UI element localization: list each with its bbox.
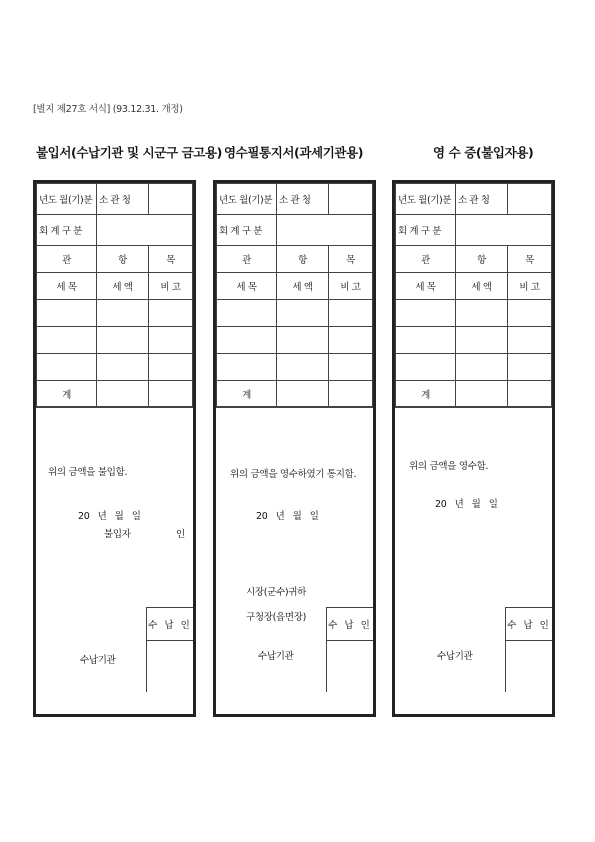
statement-text: 위의 금액을 불입함.	[48, 467, 128, 478]
receipt-table	[395, 183, 552, 407]
table-cell[interactable]	[97, 300, 149, 327]
office-value[interactable]	[329, 184, 373, 215]
table-cell[interactable]	[508, 327, 552, 354]
bigo-header: 비 고	[508, 273, 552, 300]
seaek-header: 세 액	[277, 273, 329, 300]
table-cell[interactable]	[396, 327, 456, 354]
notice-table	[216, 183, 373, 407]
table-cell[interactable]	[456, 327, 508, 354]
receipt-stamp-box	[326, 607, 373, 692]
total-label: 계	[396, 381, 456, 407]
table-cell[interactable]	[97, 354, 149, 381]
table-cell[interactable]	[277, 354, 329, 381]
semok-header: 세 목	[37, 273, 97, 300]
gwan-header: 관	[396, 246, 456, 273]
statement-text: 위의 금액을 영수하였기 통지함.	[230, 469, 357, 480]
office-value[interactable]	[508, 184, 552, 215]
form-title-payment: 불입서(수납기관 및 시군구 금고용)	[36, 145, 222, 160]
total-value[interactable]	[456, 381, 508, 407]
statement-area	[36, 407, 193, 692]
account-cell: 회 계 구 분	[37, 215, 97, 246]
table-cell[interactable]	[97, 327, 149, 354]
hang-header: 항	[456, 246, 508, 273]
payment-form	[33, 180, 196, 717]
form-title-notice: 영수필통지서(과세기관용)	[224, 145, 364, 160]
total-value[interactable]	[277, 381, 329, 407]
table-cell[interactable]	[508, 354, 552, 381]
office-value[interactable]	[149, 184, 193, 215]
statement-area	[395, 407, 552, 692]
seaek-header: 세 액	[456, 273, 508, 300]
table-cell[interactable]	[329, 354, 373, 381]
year-cell: 년도 월(기)분	[37, 184, 97, 215]
account-cell: 회 계 구 분	[396, 215, 456, 246]
hang-header: 항	[97, 246, 149, 273]
bigo-header: 비 고	[149, 273, 193, 300]
account-value[interactable]	[456, 215, 552, 246]
total-label: 계	[37, 381, 97, 407]
addressee-line-2: 구청장(읍면장)	[246, 612, 307, 623]
table-cell[interactable]	[329, 327, 373, 354]
mok-header: 목	[508, 246, 552, 273]
receiving-org-label: 수납기관	[437, 651, 473, 662]
account-value[interactable]	[97, 215, 193, 246]
semok-header: 세 목	[396, 273, 456, 300]
receipt-stamp-box	[146, 607, 193, 692]
receiving-org-label: 수납기관	[258, 651, 294, 662]
table-cell[interactable]	[217, 300, 277, 327]
table-cell[interactable]	[37, 300, 97, 327]
receiving-org-label: 수납기관	[80, 655, 116, 666]
table-cell[interactable]	[217, 354, 277, 381]
receipt-stamp-label: 수 납 인	[147, 608, 193, 641]
statement-text: 위의 금액을 영수함.	[409, 461, 489, 472]
statement-area	[216, 407, 373, 692]
total-value[interactable]	[97, 381, 149, 407]
gwan-header: 관	[217, 246, 277, 273]
year-cell: 년도 월(기)분	[217, 184, 277, 215]
signer-label: 불입자	[104, 529, 131, 540]
table-cell[interactable]	[456, 354, 508, 381]
hang-header: 항	[277, 246, 329, 273]
mok-header: 목	[329, 246, 373, 273]
receipt-stamp-label: 수 납 인	[327, 608, 373, 641]
mok-header: 목	[149, 246, 193, 273]
bigo-header: 비 고	[329, 273, 373, 300]
total-note[interactable]	[508, 381, 552, 407]
total-label: 계	[217, 381, 277, 407]
table-cell[interactable]	[277, 300, 329, 327]
table-cell[interactable]	[396, 354, 456, 381]
receipt-stamp-label: 수 납 인	[506, 608, 552, 641]
office-cell: 소 관 청	[456, 184, 508, 215]
total-note[interactable]	[149, 381, 193, 407]
semok-header: 세 목	[217, 273, 277, 300]
table-cell[interactable]	[277, 327, 329, 354]
table-cell[interactable]	[149, 327, 193, 354]
office-cell: 소 관 청	[97, 184, 149, 215]
table-cell[interactable]	[508, 300, 552, 327]
table-cell[interactable]	[37, 327, 97, 354]
gwan-header: 관	[37, 246, 97, 273]
form-title-receipt: 영 수 증(불입자용)	[433, 145, 534, 160]
date-line: 20 년 월 일	[435, 499, 498, 510]
notice-form	[213, 180, 376, 717]
payment-table	[36, 183, 193, 407]
account-cell: 회 계 구 분	[217, 215, 277, 246]
table-cell[interactable]	[329, 300, 373, 327]
receipt-stamp-box	[505, 607, 552, 692]
year-cell: 년도 월(기)분	[396, 184, 456, 215]
form-number-note: [별지 제27호 서식] (93.12.31. 개정)	[33, 104, 183, 115]
seaek-header: 세 액	[97, 273, 149, 300]
date-line: 20 년 월 일	[78, 511, 141, 522]
seal-label: 인	[176, 529, 185, 540]
total-note[interactable]	[329, 381, 373, 407]
office-cell: 소 관 청	[277, 184, 329, 215]
table-cell[interactable]	[149, 300, 193, 327]
receipt-form	[392, 180, 555, 717]
date-line: 20 년 월 일	[256, 511, 319, 522]
table-cell[interactable]	[396, 300, 456, 327]
table-cell[interactable]	[217, 327, 277, 354]
table-cell[interactable]	[456, 300, 508, 327]
table-cell[interactable]	[149, 354, 193, 381]
table-cell[interactable]	[37, 354, 97, 381]
account-value[interactable]	[277, 215, 373, 246]
addressee-line-1: 시장(군수)귀하	[246, 587, 307, 598]
